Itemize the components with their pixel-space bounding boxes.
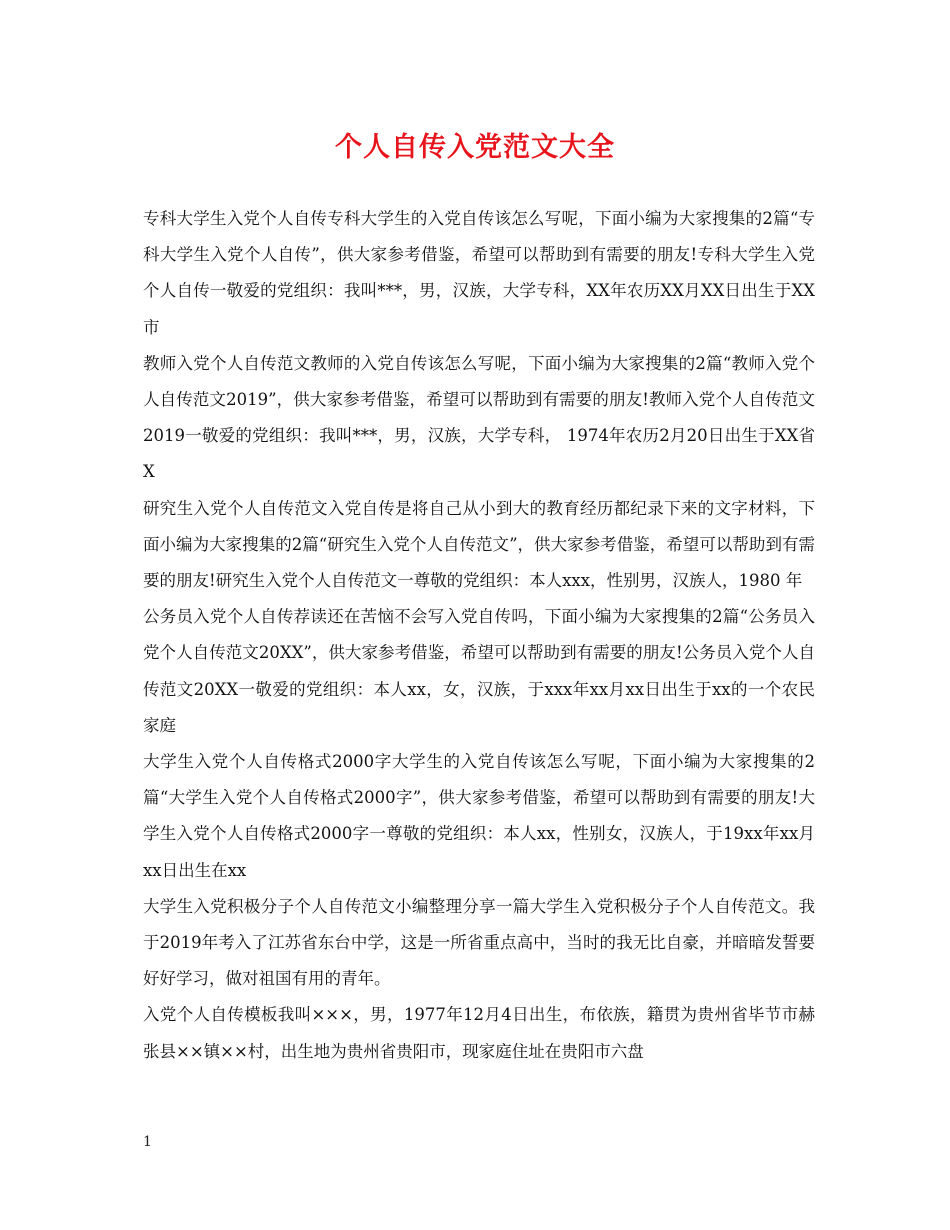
paragraph-7: 入党个人自传模板我叫×××，男，1977年12月4日出生，布依族，籍贯为贵州省毕节市赫张县××镇××村，出生地为贵州省贵阳市，现家庭住址在贵阳市六盘: [143, 1005, 815, 1061]
document-body: [143, 201, 815, 1070]
page-number: 1: [143, 1134, 152, 1150]
paragraph-5: 大学生入党个人自传格式2000字大学生的入党自传该怎么写呢，下面小编为大家搜集的2篇“大学生入党个人自传格式2000字”，供大家参考借鉴，希望可以帮助到有需要的朋友!大学生入党个人自传格式2000字一尊敬的党组织：本人xx，性别女，汉族人，于19xx年xx月xx日出生在xx: [143, 752, 815, 880]
paragraph-4: 公务员入党个人自传荐读还在苦恼不会写入党自传吗，下面小编为大家搜集的2篇“公务员入党个人自传范文20XX”，供大家参考借鉴，希望可以帮助到有需要的朋友!公务员入党个人自传范文20XX一敬爱的党组织：本人xx，女，汉族，于xxx年xx月xx日出生于xx的一个农民家庭: [143, 607, 815, 735]
document-title: 个人自传入党范文大全: [335, 132, 615, 163]
paragraph-3: 研究生入党个人自传范文入党自传是将自己从小到大的教育经历都纪录下来的文字材料，下面小编为大家搜集的2篇“研究生入党个人自传范文”，供大家参考借鉴，希望可以帮助到有需要的朋友!研究生入党个人自传范文一尊敬的党组织：本人xxx，性别男，汉族人，1980 年: [143, 498, 815, 591]
paragraph-2: 教师入党个人自传范文教师的入党自传该怎么写呢，下面小编为大家搜集的2篇“教师入党个人自传范文2019”，供大家参考借鉴，希望可以帮助到有需要的朋友!教师入党个人自传范文2019一敬爱的党组织：我叫***，男，汉族，大学专科， 1974年农历2月20日出生于XX省X: [143, 353, 815, 482]
paragraph-1: 专科大学生入党个人自传专科大学生的入党自传该怎么写呢，下面小编为大家搜集的2篇“专科大学生入党个人自传”，供大家参考借鉴，希望可以帮助到有需要的朋友!专科大学生入党个人自传一敬爱的党组织：我叫***，男，汉族，大学专科，XX年农历XX月XX日出生于XX市: [143, 209, 815, 337]
paragraph-6: 大学生入党积极分子个人自传范文小编整理分享一篇大学生入党积极分子个人自传范文。我于2019年考入了江苏省东台中学，这是一所省重点高中，当时的我无比自豪，并暗暗发誓要好好学习，做对祖国有用的青年。: [143, 896, 815, 989]
